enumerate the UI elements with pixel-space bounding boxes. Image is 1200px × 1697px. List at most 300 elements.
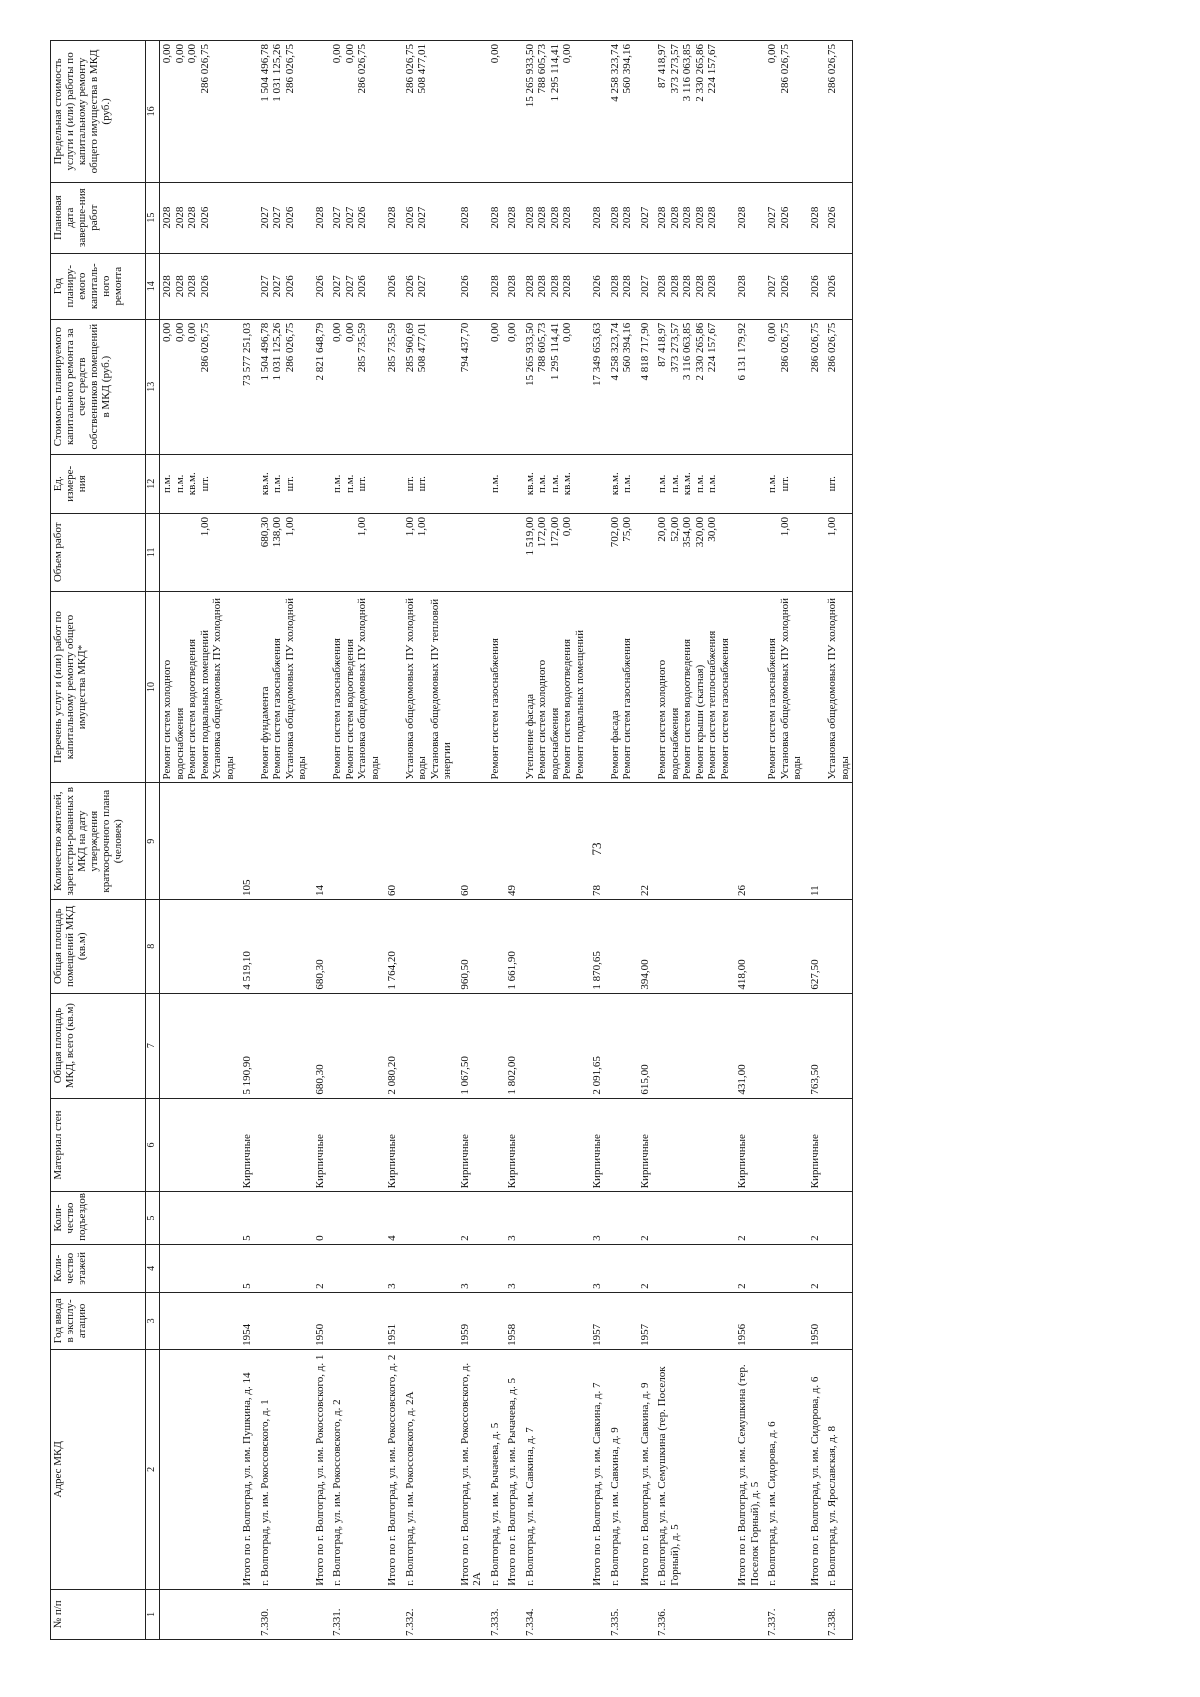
row-number: [502, 1589, 523, 1639]
work-volume: 1,00: [826, 516, 838, 537]
work-plan-year: 2028: [693, 275, 706, 298]
work-unit-cell: [403, 454, 455, 513]
work-limit-cost: 224 157,67: [706, 44, 718, 94]
work-item: Утепление фасада: [523, 693, 536, 780]
work-unit: кв.м.: [258, 472, 271, 496]
row-residents: [258, 783, 310, 899]
work-item: Ремонт фасада: [608, 710, 621, 780]
row-wall-material: [330, 1098, 382, 1192]
work-cost-cell: 2 821 648,79: [310, 319, 331, 454]
row-wall-material: [160, 1098, 238, 1192]
work-limit-cost: 1 504 496,78: [258, 44, 271, 102]
work-item: Ремонт систем водоотведения: [343, 638, 356, 780]
work-limit-cost: 286 026,75: [198, 44, 211, 94]
row-entrances: [523, 1192, 588, 1245]
work-item-cell: [382, 591, 403, 783]
row-total-area: 615,00: [635, 993, 656, 1098]
row-number: [805, 1589, 826, 1639]
work-plan-year: 2028: [161, 275, 173, 298]
row-premises-area: [825, 899, 853, 993]
work-unit: п.м.: [536, 474, 548, 493]
column-number: 4: [146, 1244, 160, 1292]
row-residents: [655, 783, 732, 899]
row-floors: 2: [732, 1244, 765, 1292]
work-unit: шт.: [356, 476, 368, 492]
work-volume: 680,30: [258, 516, 271, 548]
work-item: Ремонт систем газоснабжения: [271, 638, 283, 780]
work-item: Ремонт систем холодного водоснабжения: [536, 659, 561, 780]
work-plan-year: 2028: [608, 275, 621, 298]
work-end-date: 2027: [343, 206, 356, 229]
row-entrances: 4: [382, 1192, 403, 1245]
work-item: Ремонт подвальных помещений: [198, 629, 211, 780]
work-unit: п.м.: [343, 474, 356, 493]
work-item: Установка общедомовых ПУ тепловой энергии: [428, 598, 453, 780]
row-total-area: 431,00: [732, 993, 765, 1098]
row-wall-material: [608, 1098, 635, 1192]
work-plan-year-cell: 2026: [587, 253, 608, 319]
work-unit-cell: [635, 454, 656, 513]
column-number: 1: [146, 1589, 160, 1639]
row-year-built: 1958: [502, 1292, 523, 1349]
work-plan-year-cell: [237, 253, 258, 319]
row-number: 7.334.: [523, 1589, 588, 1639]
work-end-date: 2028: [548, 206, 561, 229]
work-cost-cell: 17 349 653,63: [587, 319, 608, 454]
row-year-built: 1954: [237, 1292, 258, 1349]
row-floors: [330, 1244, 382, 1292]
row-address: г. Волгоград, ул. Ярославская, д. 8: [825, 1349, 853, 1589]
work-limit-cost-cell: [160, 41, 238, 183]
work-limit-cost-cell: [382, 41, 403, 183]
work-plan-year-cell: [258, 253, 310, 319]
work-limit-cost: 0,00: [173, 44, 186, 64]
work-end-date: 2028: [173, 206, 186, 229]
work-end-date: 2028: [668, 206, 681, 229]
work-cost: 1 295 114,41: [548, 322, 561, 381]
work-end-date: 2027: [258, 206, 271, 229]
work-volume-cell: [523, 513, 588, 591]
work-plan-year: 2026: [356, 275, 368, 298]
work-volume-cell: [258, 513, 310, 591]
work-limit-cost: 4 258 323,74: [608, 44, 621, 102]
work-end-date: 2027: [271, 206, 283, 229]
table-row: [523, 41, 588, 1640]
work-volume: [766, 517, 779, 588]
work-plan-year: 2028: [523, 275, 536, 298]
work-item-cell: [455, 591, 488, 783]
work-plan-year-cell: [403, 253, 455, 319]
work-end-date: 2028: [681, 206, 693, 229]
work-cost-cell: 794 437,70: [455, 319, 488, 454]
row-address: Итого по г. Волгоград, ул. им. Савкина, д. 7: [587, 1349, 608, 1589]
row-total-area: 1 067,50: [455, 993, 488, 1098]
work-end-date-cell: [237, 182, 258, 253]
work-volume: [489, 517, 502, 588]
header-c10: Перечень услуг и (или) работ по капитальному ремонту общего имущества МКД*: [51, 591, 146, 783]
row-floors: 2: [310, 1244, 331, 1292]
work-item-cell: [608, 591, 635, 783]
work-end-date-cell: [160, 182, 238, 253]
work-plan-year: 2028: [488, 275, 501, 298]
row-total-area: 2 080,20: [382, 993, 403, 1098]
work-volume: 702,00: [608, 516, 621, 548]
row-wall-material: Кирпичные: [805, 1098, 826, 1192]
work-end-date: 2028: [523, 206, 536, 229]
work-end-date: 2028: [693, 206, 706, 229]
table-row: [258, 41, 310, 1640]
column-number-row: [146, 41, 160, 1640]
work-end-date: 2028: [621, 206, 633, 229]
row-total-area: [655, 993, 732, 1098]
column-number: 11: [146, 513, 160, 591]
total-row: [237, 41, 258, 1640]
work-cost: 285 960,69: [403, 322, 416, 373]
row-wall-material: [825, 1098, 853, 1192]
row-wall-material: Кирпичные: [587, 1098, 608, 1192]
work-end-date: 2026: [826, 206, 838, 229]
work-cost-cell: [825, 319, 853, 454]
work-end-date: 2027: [766, 206, 778, 229]
row-number: 7.336.: [655, 1589, 732, 1639]
work-end-date: 2026: [403, 206, 416, 229]
row-premises-area: [330, 899, 382, 993]
work-end-date: 2028: [488, 206, 501, 229]
row-entrances: [160, 1192, 238, 1245]
row-residents: 60: [382, 783, 403, 899]
work-item-cell: [488, 591, 503, 783]
row-address: Итого по г. Волгоград, ул. им. Рокоссовского, д. 2А: [455, 1349, 488, 1589]
work-unit: п.м.: [488, 474, 501, 493]
row-residents: [765, 783, 805, 899]
work-cost-cell: 73 577 251,03: [237, 319, 258, 454]
row-number: 7.335.: [608, 1589, 635, 1639]
row-premises-area: 960,50: [455, 899, 488, 993]
row-number: 7.338.: [825, 1589, 853, 1639]
row-address: Итого по г. Волгоград, ул. им. Сидорова, д. 6: [805, 1349, 826, 1589]
row-wall-material: Кирпичные: [382, 1098, 403, 1192]
row-premises-area: 1 661,90: [502, 899, 523, 993]
work-limit-cost-cell: [258, 41, 310, 183]
work-unit: шт.: [826, 476, 838, 492]
work-limit-cost: 286 026,75: [826, 44, 838, 94]
work-plan-year-cell: 2028: [732, 253, 765, 319]
row-residents: [523, 783, 588, 899]
work-cost-cell: [655, 319, 732, 454]
work-volume-cell: [825, 513, 853, 591]
work-item: Ремонт систем газоснабжения: [766, 638, 778, 780]
work-limit-cost-cell: [805, 41, 826, 183]
work-cost: 0,00: [561, 322, 573, 343]
row-total-area: [488, 993, 503, 1098]
row-floors: [160, 1244, 238, 1292]
column-number: 2: [146, 1349, 160, 1589]
row-total-area: [608, 993, 635, 1098]
row-address: Итого по г. Волгоград, ул. им. Рокоссовского, д. 1: [310, 1349, 331, 1589]
row-number: 7.333.: [488, 1589, 503, 1639]
column-number: 12: [146, 454, 160, 513]
work-end-date-cell: [488, 182, 503, 253]
work-plan-year-cell: [825, 253, 853, 319]
row-year-built: 1950: [310, 1292, 331, 1349]
work-end-date: 2026: [356, 206, 368, 229]
work-plan-year: 2028: [668, 275, 681, 298]
work-unit-cell: [382, 454, 403, 513]
row-premises-area: 680,30: [310, 899, 331, 993]
work-item-cell: [587, 591, 608, 783]
work-volume: [344, 517, 357, 588]
work-volume: 30,00: [706, 516, 718, 542]
work-limit-cost-cell: [403, 41, 455, 183]
work-volume-cell: [382, 513, 403, 591]
row-year-built: [765, 1292, 805, 1349]
row-wall-material: [488, 1098, 503, 1192]
work-limit-cost: 0,00: [766, 44, 778, 64]
header-c5: Коли-чество подъездов: [51, 1192, 146, 1245]
row-year-built: [488, 1292, 503, 1349]
work-volume: 1,00: [198, 516, 211, 537]
work-end-date-cell: 2028: [310, 182, 331, 253]
row-entrances: 3: [587, 1192, 608, 1245]
work-unit-cell: [655, 454, 732, 513]
work-limit-cost-cell: [825, 41, 853, 183]
row-residents: 49: [502, 783, 523, 899]
work-unit: шт.: [778, 476, 791, 492]
total-row: [732, 41, 765, 1640]
work-volume-cell: [455, 513, 488, 591]
work-end-date: 2027: [331, 206, 343, 229]
work-plan-year: 2027: [766, 275, 778, 298]
work-volume-cell: [608, 513, 635, 591]
row-number: [732, 1589, 765, 1639]
work-unit: шт.: [283, 476, 296, 492]
row-floors: [765, 1244, 805, 1292]
row-total-area: [330, 993, 382, 1098]
work-plan-year-cell: [523, 253, 588, 319]
work-cost: 508 477,01: [416, 322, 428, 373]
work-item-cell: [732, 591, 765, 783]
work-item-cell: [805, 591, 826, 783]
work-item: Ремонт фундамента: [258, 686, 271, 780]
table-row: [825, 41, 853, 1640]
work-limit-cost-cell: [635, 41, 656, 183]
work-end-date: 2028: [706, 206, 718, 229]
work-plan-year: 2028: [173, 275, 186, 298]
work-limit-cost-cell: [488, 41, 503, 183]
row-year-built: 1956: [732, 1292, 765, 1349]
work-plan-year-cell: 2026: [310, 253, 331, 319]
work-limit-cost-cell: [330, 41, 382, 183]
work-cost: 286 026,75: [826, 322, 838, 373]
work-volume: 52,00: [668, 516, 681, 542]
work-unit-cell: [608, 454, 635, 513]
work-volume: 1,00: [416, 516, 428, 537]
work-cost: 3 116 063,85: [681, 322, 693, 381]
row-year-built: 1957: [635, 1292, 656, 1349]
work-volume-cell: [732, 513, 765, 591]
work-plan-year: 2026: [283, 275, 296, 298]
row-residents: [160, 783, 238, 899]
header-c11: Объем работ: [51, 513, 146, 591]
column-number: 16: [146, 41, 160, 183]
work-limit-cost-cell: [502, 41, 523, 183]
work-end-date: 2028: [161, 206, 173, 229]
work-cost-cell: 285 735,59: [382, 319, 403, 454]
row-residents: 11: [805, 783, 826, 899]
work-unit-cell: [732, 454, 765, 513]
row-total-area: 2 091,65: [587, 993, 608, 1098]
work-cost: 0,00: [186, 322, 198, 343]
work-limit-cost: 788 605,73: [536, 44, 548, 94]
work-plan-year: 2028: [706, 275, 718, 298]
row-floors: [825, 1244, 853, 1292]
work-unit: шт.: [198, 476, 211, 492]
work-unit: п.м.: [173, 474, 186, 493]
row-address: Итого по г. Волгоград, ул. им. Савкина, д. 9: [635, 1349, 656, 1589]
row-year-built: [655, 1292, 732, 1349]
work-end-date-cell: 2027: [635, 182, 656, 253]
row-premises-area: 1 870,65: [587, 899, 608, 993]
row-address: г. Волгоград, ул. им. Рычачева, д. 5: [488, 1349, 503, 1589]
work-cost-cell: 286 026,75: [805, 319, 826, 454]
work-unit: п.м.: [331, 474, 343, 493]
row-premises-area: 394,00: [635, 899, 656, 993]
work-cost: 87 418,97: [656, 322, 668, 367]
work-item: Ремонт систем водоотведения: [681, 638, 693, 780]
work-item: Установка общедомовых ПУ холодной воды: [778, 597, 803, 780]
work-end-date-cell: [523, 182, 588, 253]
row-premises-area: [488, 899, 503, 993]
work-limit-cost-cell: [310, 41, 331, 183]
header-c4: Коли-чество этажей: [51, 1244, 146, 1292]
work-plan-year: 2026: [778, 275, 791, 298]
header-c13: Стоимость планируемого капитального ремонта за счет средств собственников помещений в МКД (руб.): [51, 319, 146, 454]
column-number: 14: [146, 253, 160, 319]
row-address: Итого по г. Волгоград, ул. им. Рычачева, д. 5: [502, 1349, 523, 1589]
column-number: 6: [146, 1098, 160, 1192]
work-cost-cell: [608, 319, 635, 454]
work-limit-cost: 0,00: [331, 44, 343, 64]
row-floors: [258, 1244, 310, 1292]
work-plan-year-cell: 2026: [382, 253, 403, 319]
work-cost: 15 265 933,50: [523, 322, 536, 387]
row-number: [382, 1589, 403, 1639]
table-row: [403, 41, 455, 1640]
work-unit: п.м.: [621, 474, 633, 493]
row-premises-area: [608, 899, 635, 993]
work-cost: 0,00: [343, 322, 356, 343]
row-premises-area: [258, 899, 310, 993]
row-total-area: 680,30: [310, 993, 331, 1098]
total-row: [635, 41, 656, 1640]
work-unit-cell: [805, 454, 826, 513]
work-plan-year: 2028: [681, 275, 693, 298]
work-item-cell: [330, 591, 382, 783]
work-cost-cell: 4 818 717,90: [635, 319, 656, 454]
work-plan-year-cell: 2026: [455, 253, 488, 319]
row-address: Итого по г. Волгоград, ул. им. Семушкина (тер. Поселок Горный), д. 5: [732, 1349, 765, 1589]
work-volume-cell: [488, 513, 503, 591]
work-limit-cost: 286 026,75: [778, 44, 791, 94]
work-limit-cost: 373 273,57: [668, 44, 681, 94]
work-end-date: 2027: [416, 206, 428, 229]
row-residents: [825, 783, 853, 899]
work-end-date-cell: [330, 182, 382, 253]
work-end-date-cell: [825, 182, 853, 253]
row-floors: 3: [587, 1244, 608, 1292]
row-premises-area: 418,00: [732, 899, 765, 993]
row-address: Итого по г. Волгоград, ул. им. Рокоссовского, д. 2: [382, 1349, 403, 1589]
work-unit-cell: [330, 454, 382, 513]
work-volume-cell: [635, 513, 656, 591]
row-total-area: [765, 993, 805, 1098]
row-number: 7.337.: [765, 1589, 805, 1639]
work-plan-year: 2027: [271, 275, 283, 298]
work-item: Установка общедомовых ПУ холодной воды: [211, 597, 236, 780]
work-item: Ремонт систем газоснабжения: [331, 638, 343, 780]
row-entrances: 2: [635, 1192, 656, 1245]
work-item: Ремонт систем газоснабжения: [621, 638, 633, 780]
work-limit-cost: 15 265 933,50: [523, 44, 536, 108]
work-item: Установка общедомовых ПУ холодной воды: [403, 597, 428, 780]
work-unit: кв.м.: [608, 472, 621, 496]
column-number: 15: [146, 182, 160, 253]
row-total-area: 1 802,00: [502, 993, 523, 1098]
work-limit-cost: 1 031 125,26: [271, 44, 283, 102]
row-address: Итого по г. Волгоград, ул. им. Пушкина, д. 14: [237, 1349, 258, 1589]
header-c9: Количество жителей, зарегистри-рованных в МКД на дату утверждения краткосрочного плана (человек): [51, 783, 146, 899]
row-entrances: [825, 1192, 853, 1245]
row-year-built: 1950: [805, 1292, 826, 1349]
work-volume: 1,00: [283, 516, 296, 537]
row-address: г. Волгоград, ул. им. Сидорова, д. 6: [765, 1349, 805, 1589]
work-cost-cell: [488, 319, 503, 454]
work-plan-year-cell: 2028: [502, 253, 523, 319]
work-end-date-cell: 2028: [502, 182, 523, 253]
table-row: [765, 41, 805, 1640]
work-item-cell: [765, 591, 805, 783]
row-address: г. Волгоград, ул. им. Рокоссовского, д. 2А: [403, 1349, 455, 1589]
table-row: [488, 41, 503, 1640]
work-unit-cell: [587, 454, 608, 513]
work-cost: 373 273,57: [668, 322, 681, 373]
work-unit: п.м.: [706, 474, 718, 493]
header-c12: Ед. измере-ния: [51, 454, 146, 513]
work-cost: 2 330 265,86: [693, 322, 706, 381]
row-floors: 5: [237, 1244, 258, 1292]
column-number: 8: [146, 899, 160, 993]
row-premises-area: [523, 899, 588, 993]
work-unit: п.м.: [161, 474, 173, 493]
work-plan-year-cell: [330, 253, 382, 319]
work-volume: 20,00: [656, 516, 668, 542]
work-volume: [331, 517, 344, 588]
table-row: [330, 41, 382, 1640]
work-end-date: 2028: [608, 206, 621, 229]
row-entrances: [488, 1192, 503, 1245]
row-year-built: 1959: [455, 1292, 488, 1349]
work-unit: п.м.: [656, 474, 668, 493]
work-cost: 560 394,16: [621, 322, 633, 373]
work-unit: п.м.: [766, 474, 778, 493]
work-unit-cell: [455, 454, 488, 513]
row-premises-area: [655, 899, 732, 993]
row-residents: 60: [455, 783, 488, 899]
work-cost: 286 026,75: [778, 322, 791, 373]
work-cost: 0,00: [488, 322, 501, 343]
work-limit-cost: 0,00: [161, 44, 173, 64]
work-item: Ремонт систем теплоснабжения: [706, 630, 718, 780]
